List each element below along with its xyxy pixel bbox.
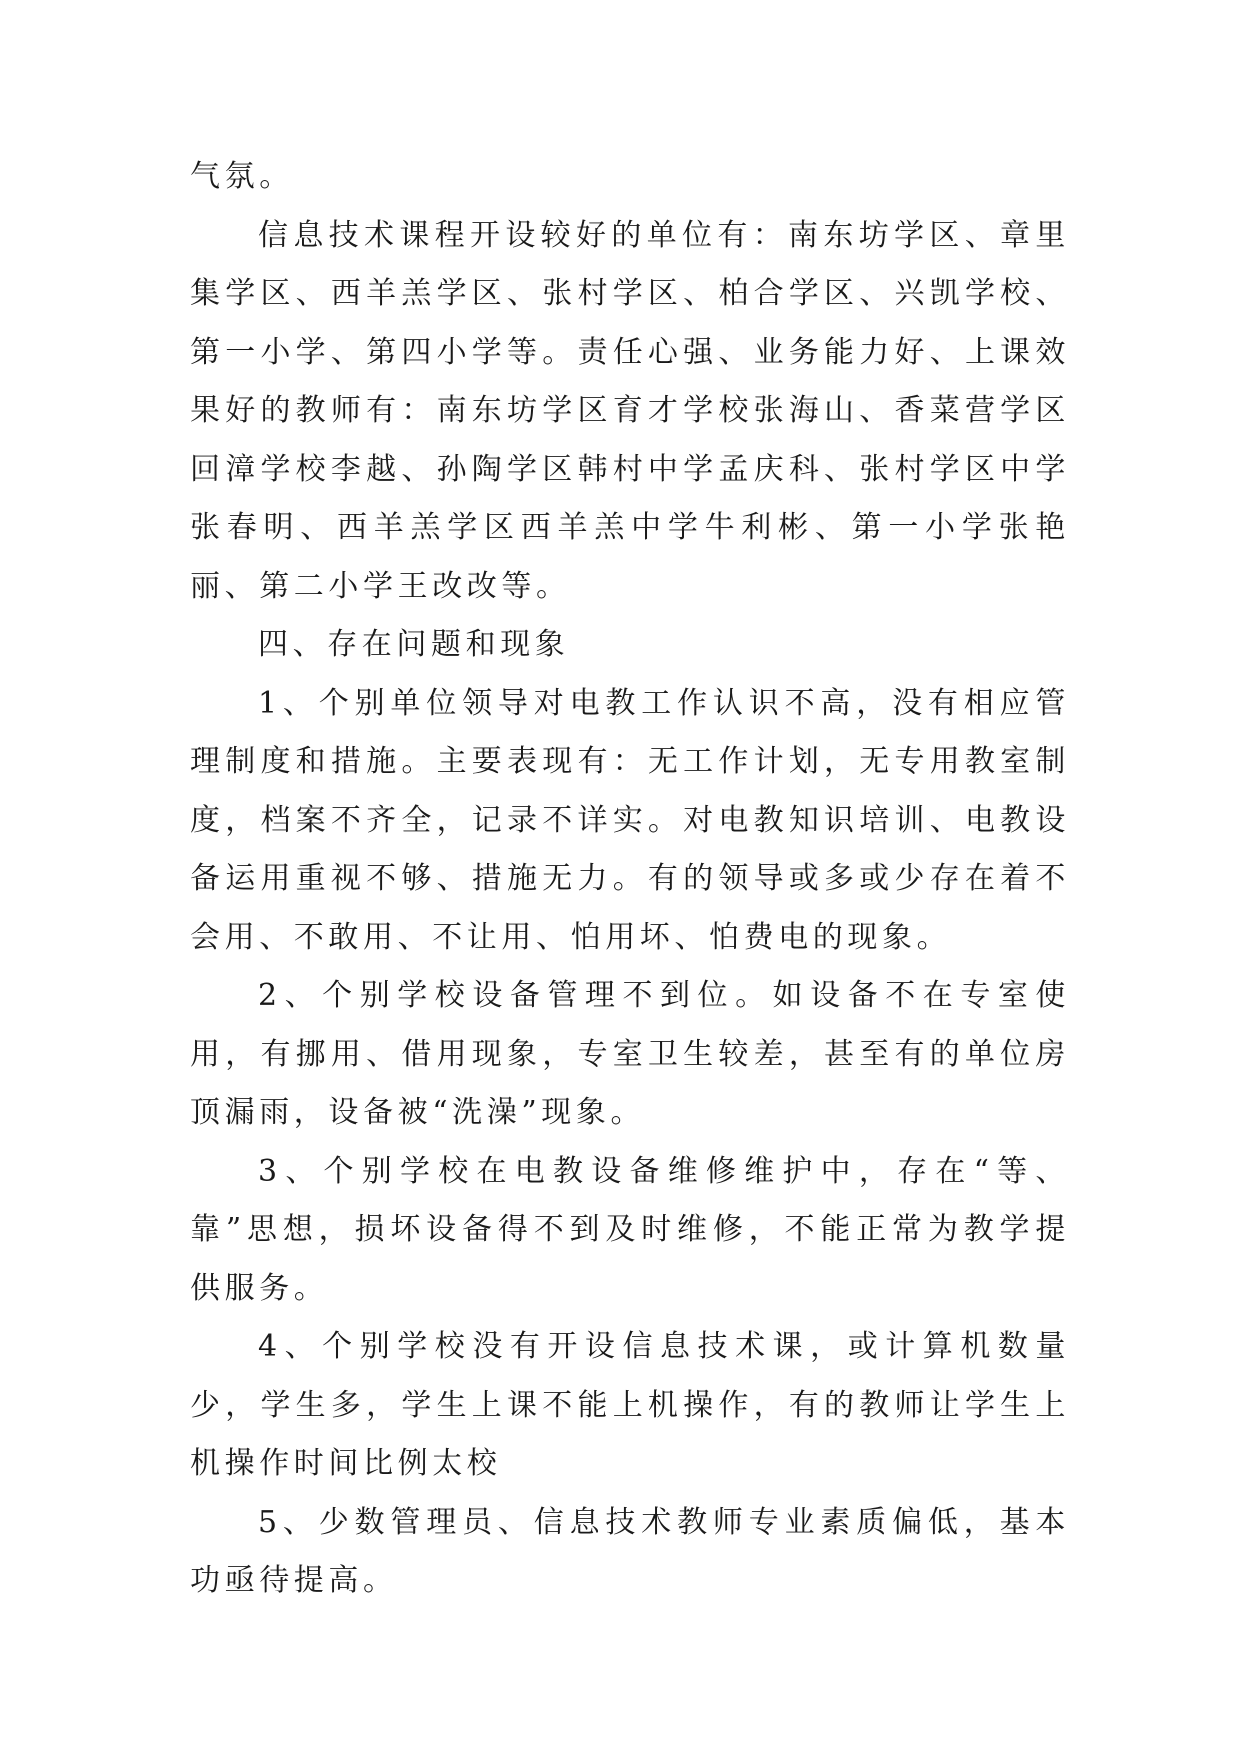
section-heading-problems: 四、存在问题和现象 <box>258 627 570 662</box>
paragraph-problem-1: 1、个别单位领导对电教工作认识不高，没有相应管理制度和措施。主要表现有：无工作计划，无专用教室制度，档案不齐全，记录不详实。对电教知识培训、电教设备运用重视不够、措施无力。有的领导或多或少存在着不会用、不敢用、不让用、怕用坏、怕费电的现象。 <box>190 685 1070 955</box>
paragraph-problem-3: 3、个别学校在电教设备维修维护中，存在“等、靠”思想，损坏设备得不到及时维修，不能正常为教学提供服务。 <box>190 1153 1070 1306</box>
document-body <box>190 148 1070 1611</box>
paragraph-continuation: 气氛。 <box>190 159 294 194</box>
paragraph-problem-2: 2、个别学校设备管理不到位。如设备不在专室使用，有挪用、借用现象，专室卫生较差，甚至有的单位房顶漏雨，设备被“洗澡”现象。 <box>190 978 1070 1130</box>
paragraph-it-courses: 信息技术课程开设较好的单位有：南东坊学区、章里集学区、西羊羔学区、张村学区、柏合学区、兴凯学校、第一小学、第四小学等。责任心强、业务能力好、上课效果好的教师有：南东坊学区育才学校张海山、香菜营学区回漳学校李越、孙陶学区韩村中学孟庆科、张村学区中学张春明、西羊羔学区西羊羔中学牛利彬、第一小学张艳丽、第二小学王改改等。 <box>190 217 1070 604</box>
paragraph-problem-4: 4、个别学校没有开设信息技术课，或计算机数量少，学生多，学生上课不能上机操作，有的教师让学生上机操作时间比例太校 <box>190 1329 1070 1481</box>
paragraph-problem-5: 5、少数管理员、信息技术教师专业素质偏低，基本功亟待提高。 <box>190 1504 1070 1598</box>
